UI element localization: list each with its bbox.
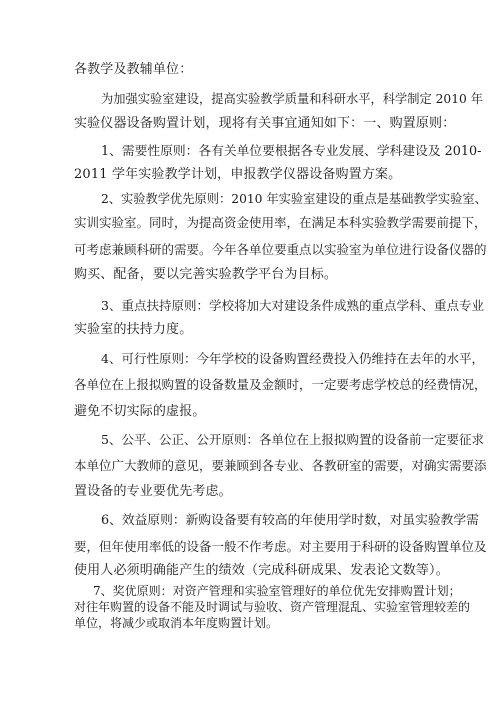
principle-7-line-2: 对往年购置的设备不能及时调试与验收、资产管理混乱、实验室管理较差的	[74, 600, 471, 614]
principle-7-line-3: 单位，将减少或取消本年度购置计划。	[74, 616, 279, 630]
principle-2-line-1: 2、实验教学优先原则：2010 年实验室建设的重点是基础教学实验室、	[101, 192, 487, 206]
principle-1-line-1: 1、需要性原则：各有关单位要根据各专业发展、学科建设及 2010-	[101, 144, 482, 159]
principle-2-line-4: 购买、配备，要以完善实验教学平台为目标。	[74, 267, 338, 282]
principle-1-line-2: 2011 学年实验教学计划，申报教学仪器设备购置方案。	[74, 167, 402, 182]
principle-5-line-2: 本单位广大教师的意见，要兼顾到各专业、各教研室的需要，对确实需要添	[74, 458, 487, 473]
intro-line-1: 为加强实验室建设，提高实验教学质量和科研水平，科学制定 2010 年	[101, 92, 483, 106]
principle-4-line-1: 4、可行性原则：今年学校的设备购置经费投入仍维持在去年的水平，	[101, 351, 484, 366]
principle-5-line-3: 置设备的专业要优先考虑。	[74, 484, 232, 499]
principle-4-line-3: 避免不切实际的虚报。	[74, 404, 206, 419]
principle-5-line-1: 5、公平、公正、公开原则：各单位在上报拟购置的设备前一定要征求	[101, 432, 484, 447]
principle-2-line-3: 可考虑兼顾科研的需要。今年各单位要重点以实验室为单位进行设备仪器的	[74, 242, 487, 257]
principle-4-line-2: 各单位在上报拟购置的设备数量及金额时，一定要考虑学校总的经费情况，	[74, 377, 487, 392]
salutation-line: 各教学及教辅单位：	[74, 62, 193, 77]
principle-6-line-3: 使用人必须明确能产生的绩效（完成科研成果、发表论文数等）。	[74, 563, 449, 578]
intro-line-2: 实验仪器设备购置计划，现将有关事宜通知如下：一、购置原则：	[74, 116, 456, 131]
principle-2-line-2: 实训实验室。同时，为提高资金使用率，在满足本科实验教学需要前提下，	[74, 215, 487, 230]
principle-6-line-2: 要，但年使用率低的设备一般不作考虑。对主要用于科研的设备购置单位及	[74, 539, 487, 554]
principle-7-line-1: 7、奖优原则：对资产管理和实验室管理好的单位优先安排购置计划；	[93, 584, 461, 598]
principle-6-line-1: 6、效益原则：新购设备要有较高的年使用学时数，对虽实验教学需	[101, 513, 479, 528]
principle-3-line-1: 3、重点扶持原则：学校将加大对建设条件成熟的重点学科、重点专业	[101, 298, 484, 313]
principle-3-line-2: 实验室的扶持力度。	[74, 322, 193, 337]
